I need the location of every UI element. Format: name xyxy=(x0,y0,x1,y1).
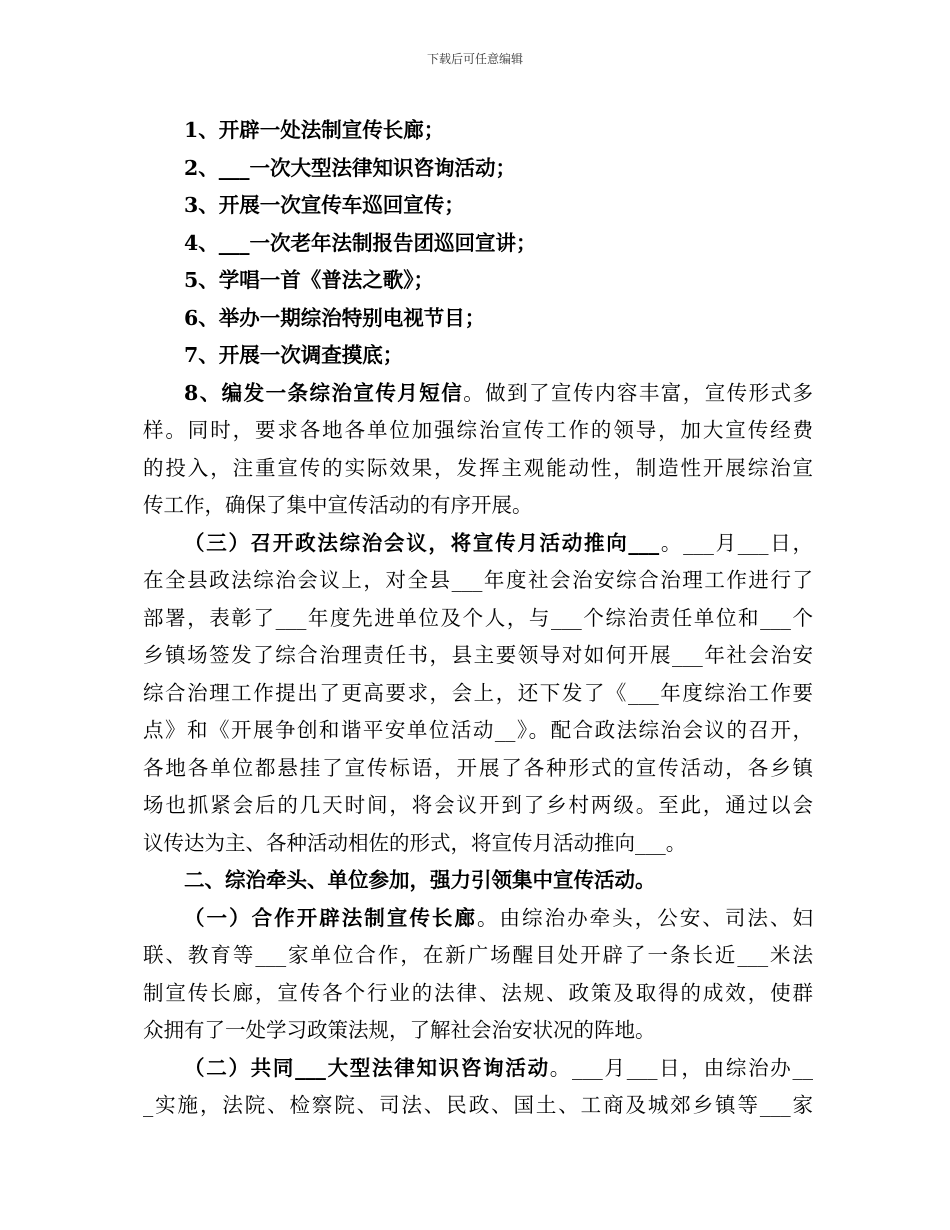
paragraph-line: 场也抓紧会后的几天时间，将会议开到了乡村两级。至此，通过以会 xyxy=(143,793,813,817)
paragraph-lead: 8、编发一条综治宣传月短信 xyxy=(184,380,464,405)
paragraph-line: 议传达为主、各种活动相佐的形式，将宣传月活动推向___。 xyxy=(143,830,687,855)
list-item: 5、学唱一首《普法之歌》； xyxy=(184,268,435,292)
list-item: 4、___一次老年法制报告团巡回宣讲； xyxy=(184,230,537,255)
list-item: 3、开展一次宣传车巡回宣传； xyxy=(184,193,465,217)
paragraph-item-8 xyxy=(143,375,813,525)
paragraph-line: 乡镇场签发了综合治理责任书，县主要领导对如何开展___年社会治安 xyxy=(143,643,813,667)
paragraph-lead: （三）召开政法综治会议，将宣传月活动推向___ xyxy=(184,530,660,555)
paragraph-line: _实施，法院、检察院、司法、民政、国土、工商及城郊乡镇等___家 xyxy=(143,1093,813,1117)
list-item: 2、___一次大型法律知识咨询活动； xyxy=(184,155,517,180)
page-header: 下载后可任意编辑 xyxy=(426,52,523,66)
paragraph-section-2-2 xyxy=(143,1050,813,1125)
paragraph-section-2-1 xyxy=(143,900,813,1050)
document-body xyxy=(143,112,813,1125)
list-item: 7、开展一次调查摸底； xyxy=(184,343,404,367)
paragraph-line: 样。同时，要求各地各单位加强综治宣传工作的领导，加大宣传经费 xyxy=(143,418,813,442)
paragraph-line: 的投入，注重宣传的实际效果，发挥主观能动性，制造性开展综治宣 xyxy=(143,455,813,480)
paragraph-line: 制宣传长廊，宣传各个行业的法律、法规、政策及取得的成效，使群 xyxy=(143,980,813,1005)
paragraph-line: 联、教育等___家单位合作，在新广场醒目处开辟了一条长近___米法 xyxy=(143,943,813,967)
paragraph-line: 综合治理工作提出了更高要求，会上，还下发了《___年度综治工作要 xyxy=(143,680,813,705)
paragraph-text: 。___月___日，由综治办__ xyxy=(549,1055,814,1080)
paragraph-line: 部署，表彰了___年度先进单位及个人，与___个综治责任单位和___个 xyxy=(143,605,813,630)
paragraph-section-3 xyxy=(143,525,813,863)
paragraph-line: 各地各单位都悬挂了宣传标语，开展了各种形式的宣传活动，各乡镇 xyxy=(143,755,813,780)
paragraph-line: 在全县政法综治会议上，对全县___年度社会治安综合治理工作进行了 xyxy=(143,568,813,592)
paragraph-text: 。___月___日， xyxy=(659,530,813,555)
paragraph-lead: （二）共同___大型法律知识咨询活动 xyxy=(184,1055,550,1080)
paragraph-line: 点》和《开展争创和谐平安单位活动__》。配合政法综治会议的召开， xyxy=(143,718,813,742)
list-item: 1、开辟一处法制宣传长廊； xyxy=(184,118,445,142)
list-item: 6、举办一期综治特别电视节目； xyxy=(184,305,486,330)
paragraph-text: 。由综治办牵头，公安、司法、妇 xyxy=(476,905,814,930)
section-heading: 二、综治牵头、单位参加，强力引领集中宣传活动。 xyxy=(184,868,656,892)
paragraph-text: 。做到了宣传内容丰富，宣传形式多 xyxy=(463,380,814,405)
paragraph-lead: （一）合作开辟法制宣传长廊 xyxy=(184,905,477,930)
paragraph-line: 传工作，确保了集中宣传活动的有序开展。 xyxy=(143,493,533,517)
paragraph-line: 众拥有了一处学习政策法规，了解社会治安状况的阵地。 xyxy=(143,1018,656,1042)
